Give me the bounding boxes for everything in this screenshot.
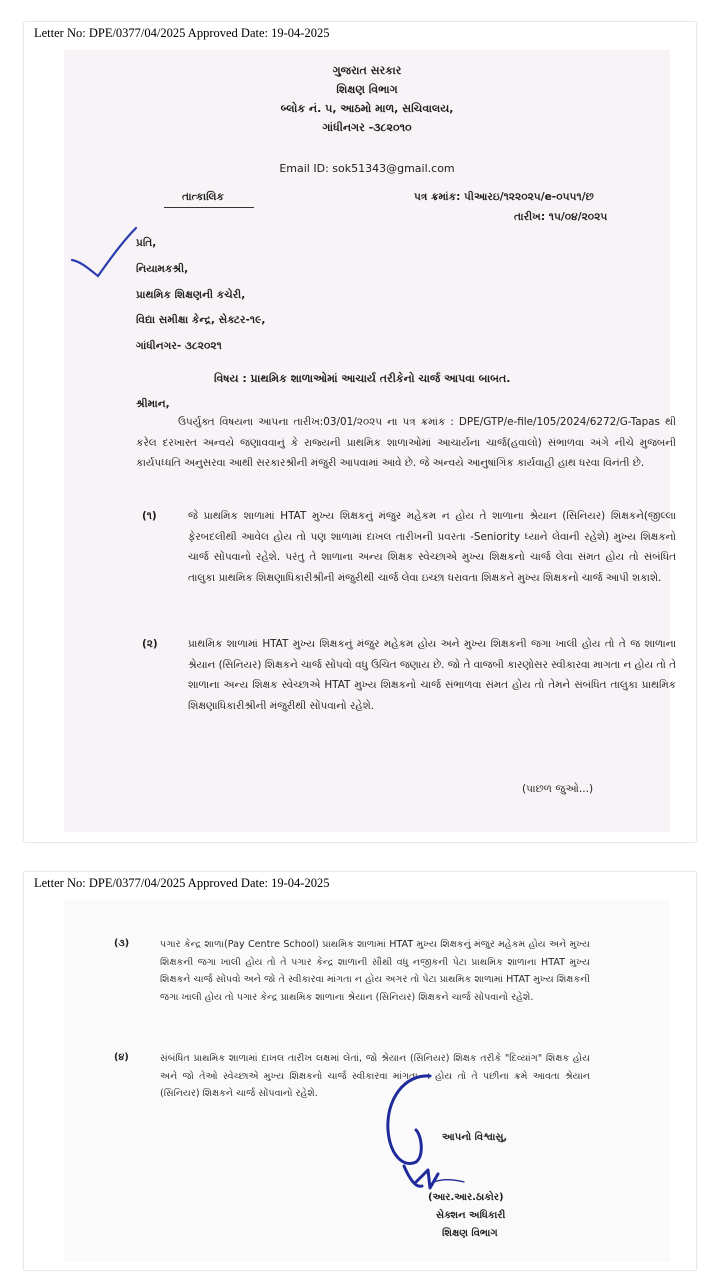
- letter-page-1: [24, 22, 696, 842]
- point-text: પગાર કેન્દ્ર શાળા(Pay Centre School) પ્રાથમિક શાળામાં HTAT મુખ્ય શિક્ષકનું મંજુર મહેકમ હોય અને મુખ્ય શિક્ષકની જગા ખાલી હોય તો તે પગાર કેન્દ્ર શાળાની સૌથી વધુ નજીકની પેટા પ્રાથમિક શાળાના HTAT મુખ્ય શિક્ષકને ચાર્જ સોંપવો અને જો તે સ્વીકારવા માંગતા ન હોય અગર તો પેટા પ્રાથમિક શાળામાં HTAT મુખ્ય શિક્ષકની જગા ખાલી હોય તો પગાર કેન્દ્ર પ્રાથમિક શાળાના શ્રેયાન (સિનિયર) શિક્ષકને ચાર્જ સોંપવાનો રહેશે.: [160, 939, 590, 1003]
- letter-page-2: [24, 872, 696, 1270]
- org-line-4: ગાંધીનગર -૩૮૨૦૧૦: [322, 121, 412, 134]
- signoff-department: શિક્ષણ વિભાગ: [442, 1228, 498, 1239]
- org-email: Email ID: sok51343@gmail.com: [279, 162, 455, 175]
- addressee-line-2: પ્રાથમિક શિક્ષણની કચેરી,: [136, 289, 246, 301]
- letter-header: Letter No: DPE/0377/04/2025 Approved Date: 19-04-2025: [34, 26, 330, 40]
- point-text: પ્રાથમિક શાળામાં HTAT મુખ્ય શિક્ષકનું મંજુર મહેકમ હોય અને મુખ્ય શિક્ષકની જગા ખાલી હોય તો તે જ શાળાના શ્રેયાન (સિનિયર) શિક્ષકને ચાર્જ સોંપવો વધુ ઉચિત જણાય છે. જો તે વાજબી કારણોસર સ્વીકારવા માગતા ન હોય તો તે શાળાના અન્ય શિક્ષક સ્વેચ્છાએ HTAT મુખ્ય શિક્ષકનો ચાર્જ સંભાળવા સંમત હોય તો તેમને સંબંધિત તાલુકા પ્રાથમિક શિક્ષણાધિકારીશ્રીની મંજુરીથી સોંપવાનો રહેશે.: [188, 638, 677, 712]
- point-number: (૨): [142, 638, 158, 650]
- ref-date: તારીખ: ૧૫/૦૪/૨૦૨૫: [514, 211, 608, 223]
- point-text: સંબંધિત પ્રાથમિક શાળામાં દાખલ તારીખ લક્ષમાં લેતાં, જો શ્રેયાન (સિનિયર) શિક્ષક તરીકે "દિવ્યાંગ" શિક્ષક હોય અને જો તેઓ સ્વેચ્છાએ મુખ્ય શિક્ષકનો ચાર્જ સ્વીકારવા માંગતા ન હોય તો તે પછીના ક્રમે આવતા શ્રેયાન (સિનિયર) શિક્ષકને ચાર્જ સોંપવાનો રહેશે.: [160, 1053, 590, 1100]
- intro-paragraph: ઉપર્યુક્ત વિષયના આપના તારીખ:03/01/૨૦૨૫ ના પત્ર ક્રમાંક : DPE/GTP/e-file/105/2024/6272/G-Tapas થી કરેલ દરખાસ્ત અન્વયે જણાવવાનું કે રાજ્યની પ્રાથમિક શાળાઓમાં આચાર્યના ચાર્જ(હવાલો) સંભાળવા અંગે નીચે મુજબની કાર્યપધ્ધતિ અનુસરવા આથી સરકારશ્રીની મંજુરી આપવામાં આવે છે. જે અન્વયે આનુષાંગિક કાર્યવાહી હાથ ધરવા વિનંતી છે.: [136, 416, 676, 469]
- urgency-underline: [164, 207, 254, 208]
- addressee-prati: પ્રતિ,: [136, 237, 157, 249]
- point-number: (૩): [114, 938, 130, 949]
- addressee-line-4: ગાંધીનગર- ૩૮૨૦૨૧: [136, 340, 222, 352]
- org-line-2: શિક્ષણ વિભાગ: [336, 83, 398, 96]
- salutation: શ્રીમાન,: [136, 398, 170, 410]
- org-line-1: ગુજરાત સરકાર: [332, 64, 402, 77]
- scanned-document: [64, 900, 670, 1262]
- ref-number: પત્ર ક્રમાંક: પીઆરઇ/૧૨૨૦૨૫/e-૦૫૫૧/છ: [414, 191, 594, 203]
- page-gap: [0, 846, 720, 870]
- addressee-line-3: વિદ્યા સમીક્ષા કેન્દ્ર, સેક્ટર-૧૯,: [136, 314, 266, 326]
- point-number: (૪): [114, 1052, 129, 1063]
- point-number: (૧): [142, 510, 157, 522]
- org-line-3: બ્લોક નં. ૫, આઠમો માળ, સચિવાલય,: [280, 102, 454, 115]
- letter-header: Letter No: DPE/0377/04/2025 Approved Date: 19-04-2025: [34, 876, 330, 890]
- checkmark-icon: [70, 226, 140, 278]
- point-text: જે પ્રાથમિક શાળામાં HTAT મુખ્ય શિક્ષકનું મંજુર મહેકમ ન હોય તે શાળાના શ્રેયાન (સિનિયર) શિક્ષકને(જીલ્લા ફેરબદલીથી આવેલ હોય તો પણ શાળામાં દાખલ તારીખની પ્રવરતા -Seniority ધ્યાને લેવાની રહેશે) મુખ્ય શિક્ષકનો ચાર્જ સોંપવાનો રહેશે. પરંતુ તે શાળાના અન્ય શિક્ષક સ્વેચ્છાએ મુખ્ય શિક્ષકનો ચાર્જ લેવા સંમત હોય તો સંબંધિત તાલુકા પ્રાથમિક શિક્ષણાધિકારીશ્રીની મંજુરીથી ચાર્જ લેવા ઇચ્છા ધરાવતા શિક્ષકને મુખ્ય શિક્ષકનો ચાર્જ આપી શકાશે.: [188, 510, 676, 584]
- pto-note: (પાછળ જુઓ...): [522, 783, 594, 795]
- urgency-label: તાત્કાલિક: [182, 191, 225, 203]
- signoff-closing: આપનો વિશ્વાસુ,: [442, 1132, 508, 1143]
- subject-line: વિષય : પ્રાથમિક શાળાઓમાં આચાર્ય તરીકેનો ચાર્જ આપવા બાબત.: [214, 372, 511, 385]
- scanned-document: [64, 50, 677, 832]
- signoff-name: (આર.આર.ઠાકોર): [428, 1192, 504, 1203]
- signoff-designation: સેક્શન અધિકારી: [436, 1210, 506, 1221]
- addressee-line-1: નિયામકશ્રી,: [136, 263, 189, 275]
